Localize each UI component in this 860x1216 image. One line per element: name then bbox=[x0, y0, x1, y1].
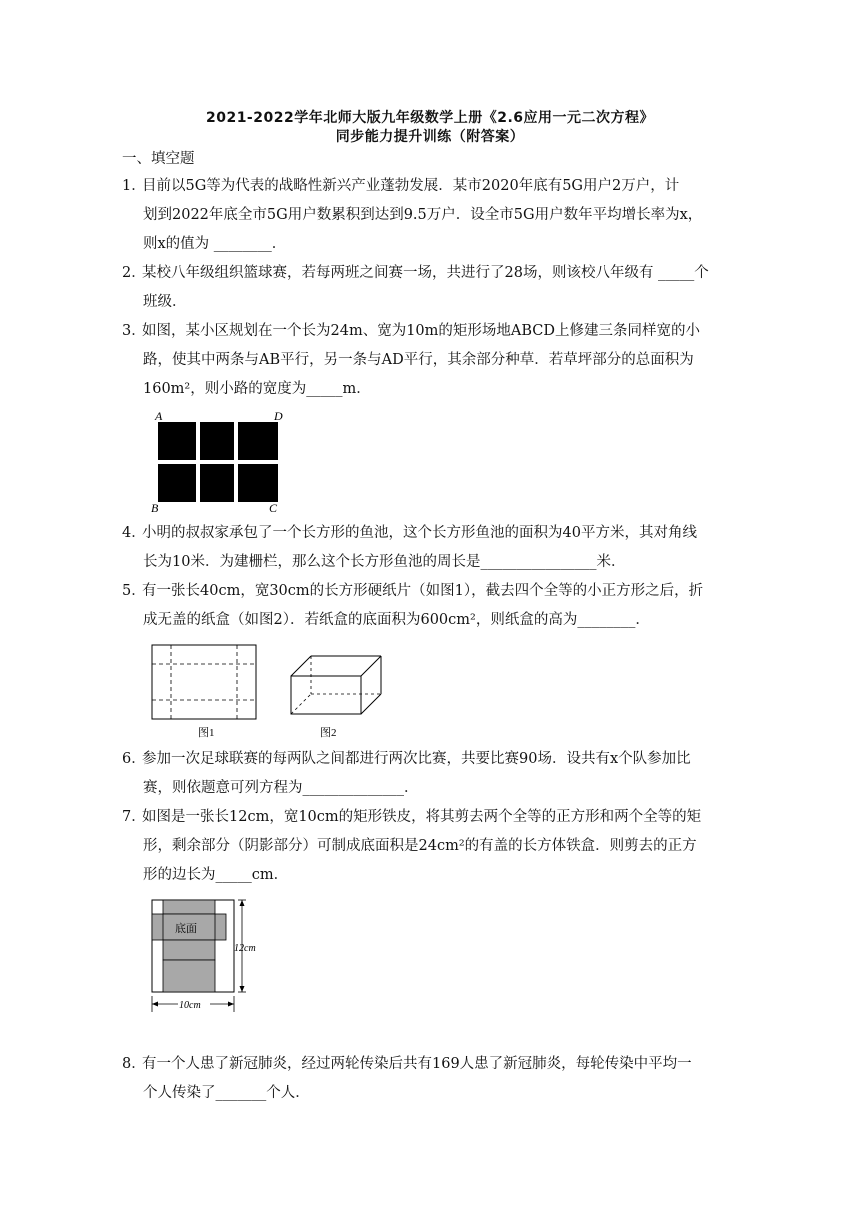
vertex-label-d: D bbox=[274, 409, 283, 423]
question-number: 3． bbox=[122, 323, 146, 339]
question-2 bbox=[122, 259, 742, 317]
question-text: 如图是一张长12cm，宽10cm的矩形铁皮，将其剪去两个全等的正方形和两个全等的矩 bbox=[142, 809, 702, 825]
question-text: 成无盖的纸盒（如图2）．若纸盒的底面积为600cm²，则纸盒的高为________． bbox=[143, 612, 650, 628]
question-number: 8． bbox=[122, 1056, 146, 1072]
question-5 bbox=[122, 577, 742, 635]
cardboard-figures bbox=[148, 642, 388, 740]
vertex-label-a: A bbox=[155, 409, 163, 423]
question-text: 长为10米．为建栅栏，那么这个长方形鱼池的周长是________________米． bbox=[143, 554, 626, 570]
question-text: 有一张长40cm，宽30cm的长方形硬纸片（如图1），截去四个全等的小正方形之后，折 bbox=[142, 583, 704, 599]
question-number: 2． bbox=[122, 265, 146, 281]
base-label: 底面 bbox=[175, 923, 197, 935]
question-text: 个人传染了_______个人． bbox=[143, 1085, 310, 1101]
section-heading: 一、填空题 bbox=[122, 151, 195, 167]
question-text: 则x的值为 ________． bbox=[143, 236, 287, 252]
question-1 bbox=[122, 172, 742, 259]
title-line-2: 同步能力提升训练（附答案） bbox=[335, 129, 525, 145]
question-text: 班级． bbox=[143, 294, 187, 310]
question-number: 1． bbox=[122, 178, 146, 194]
question-number: 5． bbox=[122, 583, 146, 599]
figure-1-label: 图1 bbox=[198, 727, 215, 739]
question-8 bbox=[122, 1050, 742, 1108]
question-text: 划到2022年底全市5G用户数累积到达到9.5万户．设全市5G用户数年平均增长率为x， bbox=[143, 207, 703, 223]
question-text: 参加一次足球联赛的每两队之间都进行两次比赛，共要比赛90场．设共有x个队参加比 bbox=[142, 751, 691, 767]
question-3 bbox=[122, 317, 742, 404]
question-6 bbox=[122, 745, 742, 803]
question-text: 赛，则依题意可列方程为______________． bbox=[143, 780, 419, 796]
title-line-1: 2021-2022学年北师大版九年级数学上册《2.6应用一元二次方程》 bbox=[205, 110, 655, 126]
iron-sheet-figure bbox=[148, 896, 268, 1018]
question-text: 形，剩余部分（阴影部分）可制成底面积是24cm²的有盖的长方体铁盒．则剪去的正方 bbox=[143, 838, 697, 854]
vertex-label-b: B bbox=[151, 501, 159, 514]
question-text: 如图，某小区规划在一个长为24m、宽为10m的矩形场地ABCD上修建三条同样宽的小 bbox=[142, 323, 701, 339]
question-text: 某校八年级组织篮球赛，若每两班之间赛一场，共进行了28场，则该校八年级有 _____个 bbox=[142, 265, 709, 281]
height-label: 12cm bbox=[234, 943, 256, 954]
question-text: 路，使其中两条与AB平行，另一条与AD平行，其余部分种草．若草坪部分的总面积为 bbox=[143, 352, 694, 368]
question-number: 4． bbox=[122, 525, 146, 541]
question-text: 小明的叔叔家承包了一个长方形的鱼池，这个长方形鱼池的面积为40平方米，其对角线 bbox=[142, 525, 697, 541]
question-text: 目前以5G等为代表的战略性新兴产业蓬勃发展．某市2020年底有5G用户2万户，计 bbox=[142, 178, 680, 194]
rectangle-field-figure bbox=[148, 408, 288, 514]
figure-2-label: 图2 bbox=[320, 727, 337, 739]
question-number: 7． bbox=[122, 809, 146, 825]
question-number: 6． bbox=[122, 751, 146, 767]
question-text: 160m²，则小路的宽度为_____m． bbox=[143, 381, 371, 397]
question-4 bbox=[122, 519, 742, 577]
width-label: 10cm bbox=[179, 1000, 201, 1011]
question-7 bbox=[122, 803, 742, 890]
question-text: 有一个人患了新冠肺炎，经过两轮传染后共有169人患了新冠肺炎，每轮传染中平均一 bbox=[142, 1056, 692, 1072]
question-text: 形的边长为_____cm． bbox=[143, 867, 289, 883]
vertex-label-c: C bbox=[269, 501, 278, 514]
